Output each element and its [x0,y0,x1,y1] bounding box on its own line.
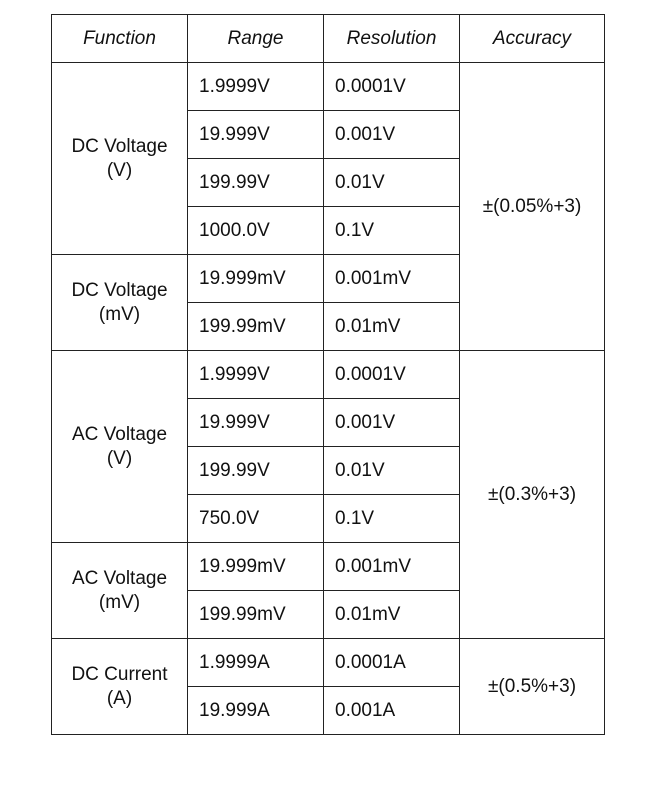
header-resolution: Resolution [324,15,460,63]
function-cell-ac-voltage-mv [52,543,188,639]
range-cell: 1000.0V [188,207,324,255]
range-cell: 1.9999A [188,639,324,687]
accuracy-cell-dc-current: ±(0.5%+3) [460,639,605,735]
range-cell: 199.99mV [188,591,324,639]
resolution-cell: 0.001mV [324,255,460,303]
range-cell: 199.99V [188,447,324,495]
range-cell: 1.9999V [188,63,324,111]
function-unit: (V) [106,447,133,469]
range-cell: 199.99mV [188,303,324,351]
function-name: AC Voltage [71,567,168,589]
table-row [52,639,605,687]
function-unit: (mV) [98,591,141,613]
range-cell: 750.0V [188,495,324,543]
function-cell-dc-voltage-mv [52,255,188,351]
function-name: DC Voltage [71,135,168,157]
resolution-cell: 0.001V [324,111,460,159]
resolution-cell: 0.0001A [324,639,460,687]
resolution-cell: 0.0001V [324,63,460,111]
accuracy-cell-ac-voltage: ±(0.3%+3) [460,351,605,639]
resolution-cell: 0.001mV [324,543,460,591]
range-cell: 1.9999V [188,351,324,399]
range-cell: 19.999A [188,687,324,735]
header-accuracy: Accuracy [460,15,605,63]
function-cell-dc-voltage-v [52,63,188,255]
function-name: DC Current [71,663,168,685]
function-unit: (A) [106,687,133,709]
function-name: DC Voltage [71,279,168,301]
range-cell: 19.999mV [188,543,324,591]
resolution-cell: 0.01mV [324,591,460,639]
range-cell: 199.99V [188,159,324,207]
resolution-cell: 0.001V [324,399,460,447]
function-unit: (V) [106,159,133,181]
header-function: Function [52,15,188,63]
function-cell-dc-current-a [52,639,188,735]
header-row [52,15,605,63]
range-cell: 19.999V [188,111,324,159]
range-cell: 19.999V [188,399,324,447]
resolution-cell: 0.001A [324,687,460,735]
range-cell: 19.999mV [188,255,324,303]
header-range: Range [188,15,324,63]
function-cell-ac-voltage-v [52,351,188,543]
resolution-cell: 0.0001V [324,351,460,399]
accuracy-cell-dc-voltage: ±(0.05%+3) [460,63,605,351]
resolution-cell: 0.01mV [324,303,460,351]
resolution-cell: 0.01V [324,447,460,495]
resolution-cell: 0.1V [324,207,460,255]
spec-table [51,14,605,735]
function-name: AC Voltage [71,423,168,445]
function-unit: (mV) [98,303,141,325]
table-row [52,63,605,111]
resolution-cell: 0.1V [324,495,460,543]
resolution-cell: 0.01V [324,159,460,207]
table-row [52,351,605,399]
